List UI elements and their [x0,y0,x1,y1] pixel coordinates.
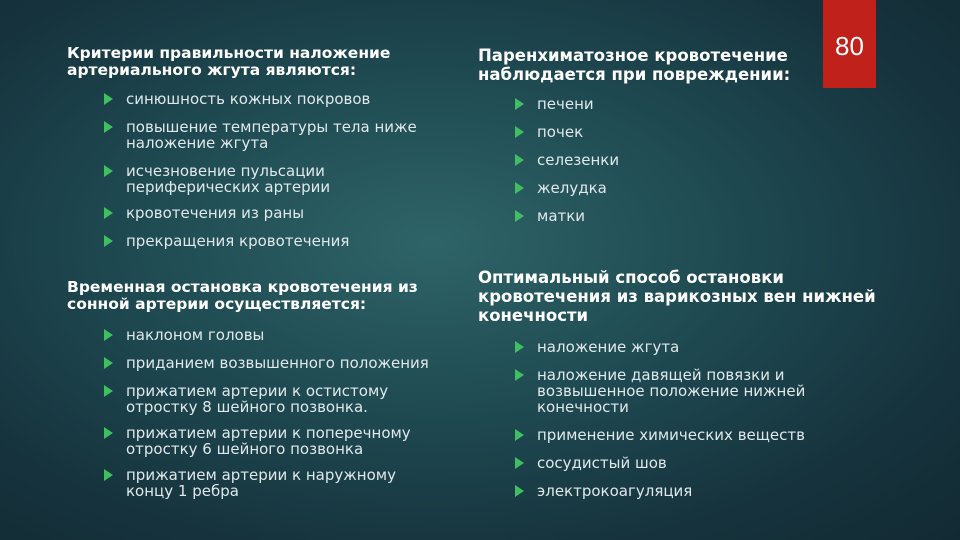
list-item [104,91,447,107]
question-4-options [515,339,878,499]
bullet-arrow-icon [104,427,113,439]
bullet-arrow-icon [104,235,113,247]
list-item [515,427,878,443]
list-item [515,208,808,224]
bullet-arrow-icon [515,341,524,353]
bullet-arrow-icon [515,210,524,222]
list-item [104,205,447,221]
question-1 [67,45,447,249]
option-text: почек [537,123,584,141]
option-text: прижатием артерии к поперечному отростку 6 шейного позвонка [126,424,411,458]
list-item [104,327,457,343]
bullet-arrow-icon [104,165,113,177]
question-2 [478,46,808,224]
question-1-title: Критерии правильности наложение артериального жгута являются: [67,44,391,79]
option-text: наклоном головы [126,326,265,344]
bullet-arrow-icon [515,485,524,497]
list-item [515,124,808,140]
question-3-options [104,327,457,499]
bullet-arrow-icon [515,429,524,441]
list-item [104,163,426,195]
question-1-options [104,91,447,249]
bullet-arrow-icon [515,126,524,138]
bullet-arrow-icon [104,207,113,219]
bullet-arrow-icon [515,98,524,110]
list-item [104,383,431,415]
list-item [104,355,457,371]
list-item [515,180,808,196]
question-2-title: Паренхиматозное кровотечение наблюдается при повреждении: [478,46,791,84]
bullet-arrow-icon [104,385,113,397]
bullet-arrow-icon [104,93,113,105]
question-4-title: Оптимальный способ остановки кровотечения из варикозных вен нижней конечности [478,268,876,325]
option-text: электрокоагуляция [537,482,693,500]
option-text: повышение температуры тела ниже наложение жгута [126,118,417,152]
bullet-arrow-icon [515,369,524,381]
list-item [515,367,837,415]
option-text: желудка [537,179,607,197]
option-text: селезенки [537,151,620,169]
list-item [515,339,878,355]
option-text: прижатием артерии к остистому отростку 8 шейного позвонка. [126,382,389,416]
option-text: матки [537,207,586,225]
bullet-arrow-icon [515,154,524,166]
bullet-arrow-icon [104,121,113,133]
slide-number-badge: 80 [823,0,876,88]
list-item [515,455,878,471]
option-text: синюшность кожных покровов [126,90,371,108]
option-text: сосудистый шов [537,454,667,472]
option-text: прекращения кровотечения [126,232,350,250]
list-item [104,233,447,249]
list-item [515,152,808,168]
list-item [104,119,456,151]
bullet-arrow-icon [515,457,524,469]
list-item [104,467,441,499]
option-text: прижатием артерии к наружному концу 1 ребра [126,466,396,500]
list-item [515,96,808,112]
bullet-arrow-icon [104,357,113,369]
question-3 [67,279,457,499]
bullet-arrow-icon [104,329,113,341]
question-2-options [515,96,808,224]
option-text: применение химических веществ [537,426,805,444]
list-item [515,483,878,499]
question-4 [478,268,878,499]
option-text: кровотечения из раны [126,204,305,222]
option-text: печени [537,95,594,113]
bullet-arrow-icon [515,182,524,194]
option-text: исчезновение пульсации периферических артерии [126,162,331,196]
option-text: наложение давящей повязки и возвышенное положение нижней конечности [537,366,806,416]
list-item [104,425,446,457]
bullet-arrow-icon [104,469,113,481]
option-text: наложение жгута [537,338,680,356]
option-text: приданием возвышенного положения [126,354,429,372]
question-3-title: Временная остановка кровотечения из сонной артерии осуществляется: [67,278,418,313]
